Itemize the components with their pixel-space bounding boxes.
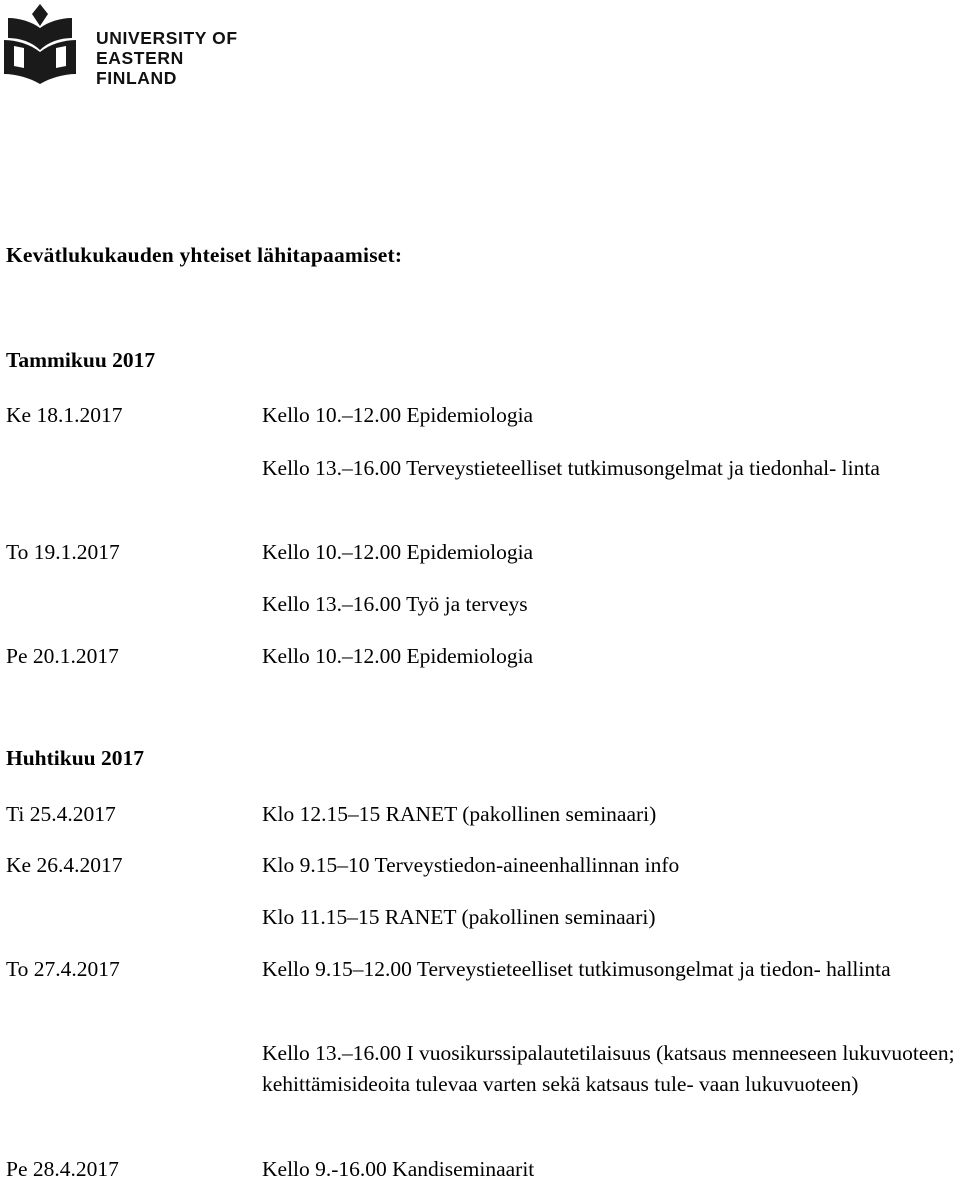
schedule-text: Klo 9.15–10 Terveystiedon-aineenhallinnan info bbox=[262, 853, 680, 877]
page-heading: Kevätlukukauden yhteiset lähitapaamiset: bbox=[6, 243, 403, 267]
schedule-text: Kello 13.–16.00 I vuosikurssipalautetilaisuus (katsaus menneeseen lukuvuoteen; kehittämisideoita tulevaa varten sekä katsaus tule- vaan lukuvuoteen) bbox=[262, 1041, 955, 1096]
schedule-date: Pe 20.1.2017 bbox=[6, 644, 119, 668]
schedule-date: Ti 25.4.2017 bbox=[6, 802, 116, 826]
schedule-text: Kello 13.–16.00 Työ ja terveys bbox=[262, 592, 528, 616]
schedule-date: Ke 26.4.2017 bbox=[6, 853, 123, 877]
schedule-date: Pe 28.4.2017 bbox=[6, 1157, 119, 1181]
schedule-text: Kello 9.-16.00 Kandiseminaarit bbox=[262, 1157, 535, 1181]
schedule-text: Kello 10.–12.00 Epidemiologia bbox=[262, 644, 534, 668]
logo-wordmark bbox=[96, 28, 270, 88]
month-heading-january: Tammikuu 2017 bbox=[6, 348, 156, 372]
schedule-text: Klo 11.15–15 RANET (pakollinen seminaari) bbox=[262, 905, 656, 929]
schedule-text: Kello 13.–16.00 Terveystieteelliset tutkimusongelmat ja tiedonhal- linta bbox=[262, 456, 880, 480]
schedule-date: To 27.4.2017 bbox=[6, 957, 120, 981]
schedule-text: Klo 12.15–15 RANET (pakollinen seminaari) bbox=[262, 802, 657, 826]
logo-line-1: UNIVERSITY OF bbox=[96, 28, 238, 48]
schedule-text: Kello 9.15–12.00 Terveystieteelliset tutkimusongelmat ja tiedon- hallinta bbox=[262, 957, 891, 981]
schedule-date: Ke 18.1.2017 bbox=[6, 403, 123, 427]
logo-line-2: EASTERN FINLAND bbox=[96, 48, 184, 88]
book-tree-logo-icon bbox=[2, 2, 78, 84]
schedule-date: To 19.1.2017 bbox=[6, 540, 120, 564]
month-heading-april: Huhtikuu 2017 bbox=[6, 746, 145, 770]
schedule-text: Kello 10.–12.00 Epidemiologia bbox=[262, 540, 534, 564]
university-logo bbox=[0, 0, 270, 86]
schedule-text: Kello 10.–12.00 Epidemiologia bbox=[262, 403, 534, 427]
